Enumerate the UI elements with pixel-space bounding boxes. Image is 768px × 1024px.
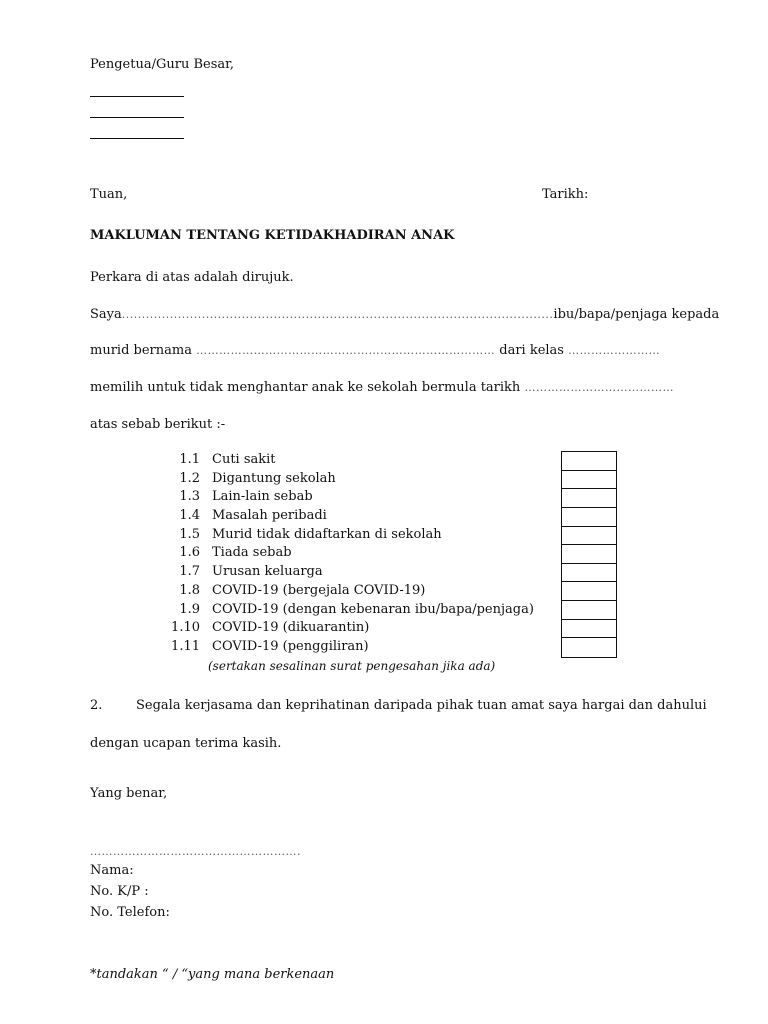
reason-checkbox-7[interactable] xyxy=(562,564,616,583)
body-line-1 xyxy=(90,307,720,322)
salutation: Tuan, xyxy=(90,187,128,202)
footnote: *tandakan “ / “yang mana berkenaan xyxy=(90,967,335,982)
reason-checkbox-column xyxy=(561,451,617,658)
subject-title: MAKLUMAN TENTANG KETIDAKHADIRAN ANAK xyxy=(90,228,455,243)
reason-label: Cuti sakit xyxy=(212,452,276,467)
reason-number: 1.10 xyxy=(171,620,200,635)
reason-label: Murid tidak didaftarkan di sekolah xyxy=(212,527,442,542)
reason-item xyxy=(170,527,590,545)
reason-label: COVID-19 (penggiliran) xyxy=(212,639,369,654)
paragraph-number: 2. xyxy=(90,698,103,713)
reason-label: COVID-19 (bergejala COVID-19) xyxy=(212,583,426,598)
reason-item xyxy=(170,452,590,470)
reason-label: Tiada sebab xyxy=(212,545,292,560)
reason-checkbox-6[interactable] xyxy=(562,545,616,564)
reason-label: COVID-19 (dikuarantin) xyxy=(212,620,370,635)
body-line-3 xyxy=(90,380,675,395)
reason-number: 1.5 xyxy=(179,527,200,542)
parent-name-dots: ............................................................................................................ xyxy=(121,308,554,321)
reason-checkbox-2[interactable] xyxy=(562,471,616,490)
reason-checkbox-9[interactable] xyxy=(562,601,616,620)
closing-paragraph-line-2: dengan ucapan terima kasih. xyxy=(90,736,282,751)
reason-number: 1.2 xyxy=(179,471,200,486)
reason-item xyxy=(170,620,590,638)
reason-item xyxy=(170,508,590,526)
reason-checkbox-11[interactable] xyxy=(562,638,616,657)
address-line-2 xyxy=(90,117,184,118)
reason-checkbox-8[interactable] xyxy=(562,582,616,601)
reason-checkbox-3[interactable] xyxy=(562,489,616,508)
reason-item xyxy=(170,564,590,582)
reason-item xyxy=(170,602,590,620)
reason-item xyxy=(170,471,590,489)
body-line-4: atas sebab berikut :- xyxy=(90,417,226,432)
reason-number: 1.9 xyxy=(179,602,200,617)
reason-checkbox-4[interactable] xyxy=(562,508,616,527)
reason-label: Urusan keluarga xyxy=(212,564,323,579)
body-line-1-end: ibu/bapa/penjaga kepada xyxy=(553,307,720,322)
sign-off: Yang benar, xyxy=(90,786,168,801)
reason-number: 1.6 xyxy=(179,545,200,560)
reason-checkbox-10[interactable] xyxy=(562,620,616,639)
reason-number: 1.1 xyxy=(179,452,200,467)
body-line-3-start: memilih untuk tidak menghantar anak ke sekolah bermula tarikh xyxy=(90,380,521,395)
phone-label: No. Telefon: xyxy=(90,905,170,920)
closing-paragraph-line-1: Segala kerjasama dan keprihatinan daripada pihak tuan amat saya hargai dan dahului xyxy=(136,698,707,713)
reason-number: 1.11 xyxy=(171,639,200,654)
reason-label: Digantung sekolah xyxy=(212,471,336,486)
reason-item xyxy=(170,639,590,657)
reason-checkbox-1[interactable] xyxy=(562,452,616,471)
body-line-2-mid: dari kelas xyxy=(499,343,564,358)
reason-item xyxy=(170,583,590,601)
body-line-2-start: murid bernama xyxy=(90,343,192,358)
body-line-2 xyxy=(90,343,675,358)
reason-number: 1.3 xyxy=(179,489,200,504)
reason-label: Lain-lain sebab xyxy=(212,489,313,504)
reason-item xyxy=(170,545,590,563)
ic-number-label: No. K/P : xyxy=(90,884,149,899)
reference-line: Perkara di atas adalah dirujuk. xyxy=(90,270,294,285)
reason-number: 1.7 xyxy=(179,564,200,579)
address-line-3 xyxy=(90,138,184,139)
reasons-note: (sertakan sesalinan surat pengesahan jika ada) xyxy=(208,659,496,673)
reason-label: COVID-19 (dengan kebenaran ibu/bapa/penjaga) xyxy=(212,602,534,617)
reason-number: 1.4 xyxy=(179,508,200,523)
reason-number: 1.8 xyxy=(179,583,200,598)
body-line-1-start: Saya xyxy=(90,307,122,322)
start-date-dots: ………………………………… xyxy=(524,381,674,394)
reason-item xyxy=(170,489,590,507)
name-label: Nama: xyxy=(90,863,134,878)
date-label: Tarikh: xyxy=(542,187,589,202)
class-dots: …………………… xyxy=(568,344,661,357)
recipient-line: Pengetua/Guru Besar, xyxy=(90,57,235,72)
signature-line: ………………………………………………. xyxy=(90,845,301,858)
address-line-1 xyxy=(90,96,184,97)
student-name-dots: …………………………………………………………………… xyxy=(196,344,496,357)
reason-checkbox-5[interactable] xyxy=(562,527,616,546)
reason-label: Masalah peribadi xyxy=(212,508,327,523)
